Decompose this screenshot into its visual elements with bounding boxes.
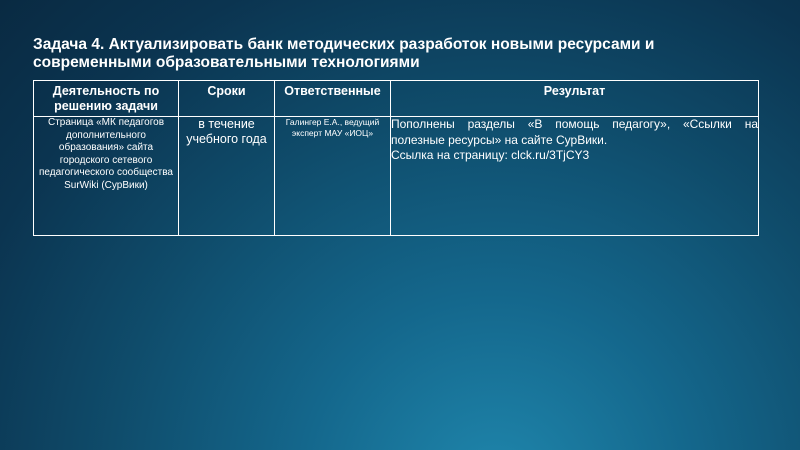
header-activity: Деятельность по решению задачи <box>34 81 179 117</box>
header-result: Результат <box>391 81 759 117</box>
task-table <box>33 80 759 236</box>
cell-result <box>391 117 759 236</box>
slide-title: Задача 4. Актуализировать банк методических разработок новыми ресурсами и современными образовательными технологиями <box>33 36 655 71</box>
cell-activity: Страница «МК педагогов дополнительного образования» сайта городского сетевого педагогического сообщества SurWiki (СурВики) <box>34 117 179 236</box>
table-row <box>34 117 759 236</box>
cell-term: в течение учебного года <box>179 117 275 236</box>
result-link-text: Ссылка на страницу: clck.ru/3TjCY3 <box>391 148 590 162</box>
cell-responsible: Галингер Е.А., ведущий эксперт МАУ «ИОЦ» <box>275 117 391 236</box>
header-term: Сроки <box>179 81 275 117</box>
result-text: Пополнены разделы «В помощь педагогу», «Ссылки на полезные ресурсы» на сайте СурВики. <box>391 117 758 147</box>
table-header-row <box>34 81 759 117</box>
header-responsible: Ответственные <box>275 81 391 117</box>
